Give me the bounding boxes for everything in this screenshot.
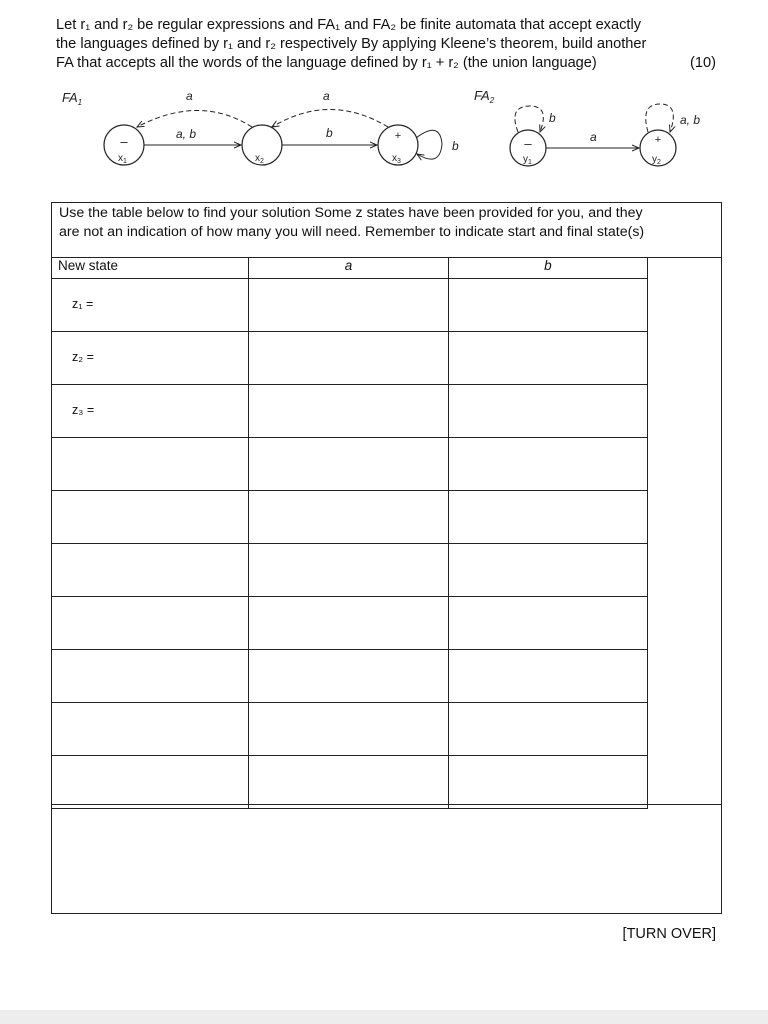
instruction-line-1: Use the table below to find your solution Some z states have been provided for you, and they [59,205,643,221]
state-y1 [510,130,546,166]
question-line-2: the languages defined by r₁ and r₂ respectively By applying Kleene’s theorem, build another [56,36,647,52]
header-b: b [448,258,647,279]
edge-x1-x2-label: a, b [176,127,197,141]
row-a-cell[interactable] [249,756,448,809]
header-a: a [249,258,448,279]
state-y2-marker: + [654,134,662,146]
row-state-cell[interactable] [52,650,249,703]
state-x2-name: $x_2$ [255,153,264,165]
table-row [52,597,648,650]
edge-y1-y2-label: a [590,130,597,144]
table-row [52,385,648,438]
row-a-cell[interactable] [249,597,448,650]
row-state-cell[interactable] [52,438,249,491]
row-state-cell[interactable] [52,544,249,597]
loop-x3-label: b [452,139,459,153]
question-text [56,16,716,73]
row-a-cell[interactable] [249,332,448,385]
row-b-cell[interactable] [448,703,647,756]
state-x3-marker: + [394,130,402,142]
table-row [52,491,648,544]
question-line-3: FA that accepts all the words of the language defined by r₁ + r₂ (the union language) [56,55,597,71]
instruction-line-2: are not an indication of how many you will need. Remember to indicate start and final state(s) [59,224,645,240]
table-bottom-divider [52,804,721,805]
automata-diagram [0,82,768,200]
row-b-cell[interactable] [448,597,647,650]
row-a-cell[interactable] [249,279,448,332]
row-state-cell[interactable] [52,491,249,544]
row-state-cell[interactable] [52,756,249,809]
row-state-cell[interactable]: z₁ = [52,279,249,332]
row-b-cell[interactable] [448,650,647,703]
row-a-cell[interactable] [249,650,448,703]
edge-x2-x1-label: a [186,89,193,103]
fa2-label: $FA_2$ [474,88,495,105]
state-y1-name: $y_1$ [523,154,532,166]
row-b-cell[interactable] [448,756,647,809]
table-row [52,703,648,756]
table-right-edge [647,258,648,804]
loop-y1-label: b [549,111,556,125]
row-b-cell[interactable] [448,332,647,385]
state-x1-marker: – [120,134,128,149]
edge-x3-x2-label: a [323,89,330,103]
row-state-cell[interactable] [52,597,249,650]
row-state-cell[interactable]: z₂ = [52,332,249,385]
loop-x3 [416,130,442,159]
header-new-state: New state [52,258,249,279]
table-row [52,544,648,597]
loop-y2 [646,104,674,132]
row-b-cell[interactable] [448,279,647,332]
row-a-cell[interactable] [249,703,448,756]
row-a-cell[interactable] [249,491,448,544]
instruction-text [59,204,719,242]
table-row [52,332,648,385]
table-row [52,438,648,491]
edge-x3-x2 [272,110,388,128]
row-b-cell[interactable] [448,438,647,491]
row-a-cell[interactable] [249,438,448,491]
solution-area [51,202,722,914]
state-x3 [378,125,418,165]
loop-y1 [515,106,543,132]
table-row [52,650,648,703]
state-x2 [242,125,282,165]
row-b-cell[interactable] [448,491,647,544]
row-b-cell[interactable] [448,385,647,438]
state-y1-marker: – [524,136,532,151]
edge-x2-x3-label: b [326,126,333,140]
row-b-cell[interactable] [448,544,647,597]
row-state-cell[interactable]: z₃ = [52,385,249,438]
row-state-cell[interactable] [52,703,249,756]
state-x1-name: $x_1$ [118,153,127,165]
fa1-label: $FA_1$ [62,90,83,107]
state-y2 [640,130,676,166]
edge-x2-x1 [137,111,252,128]
table-header-row [52,258,648,279]
transition-table [52,258,648,809]
table-row [52,756,648,809]
table-row [52,279,648,332]
question-marks: (10) [690,55,716,71]
turn-over-note: [TURN OVER] [622,926,716,942]
page-footer-bar [0,1010,768,1024]
row-a-cell[interactable] [249,385,448,438]
state-x3-name: $x_3$ [392,153,401,165]
loop-y2-label: a, b [680,113,701,127]
state-x1 [104,125,144,165]
state-y2-name: $y_2$ [652,154,661,166]
row-a-cell[interactable] [249,544,448,597]
question-line-1: Let r₁ and r₂ be regular expressions and FA₁ and FA₂ be finite automata that accept exactly [56,17,641,33]
